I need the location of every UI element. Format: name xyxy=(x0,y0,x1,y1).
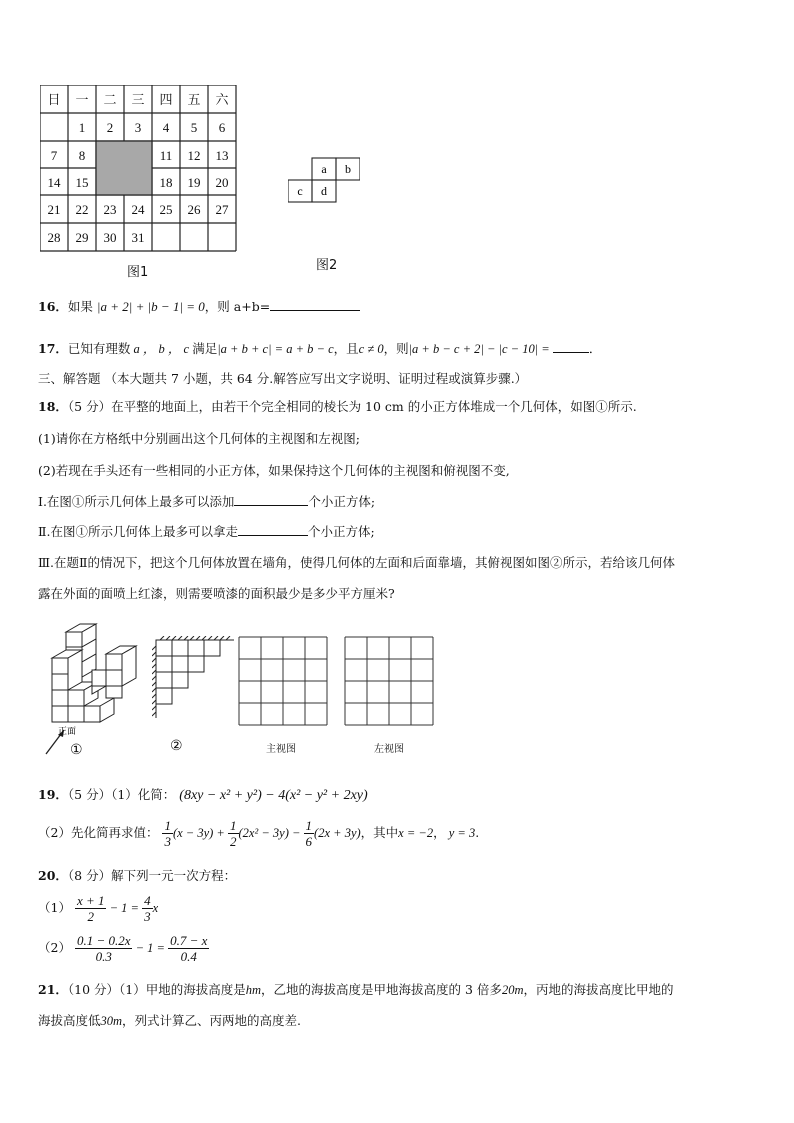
calendar-day-5: 5 xyxy=(190,120,198,135)
q21-line1-c: ，丙地的海拔高度比甲地的 xyxy=(523,982,674,997)
q21-20m: 20m xyxy=(501,983,524,997)
calendar-day-29: 29 xyxy=(75,230,89,245)
left-view-grid[interactable] xyxy=(344,636,434,755)
q19-y-value: y = 3 xyxy=(445,826,476,840)
calendar-day-15: 15 xyxy=(75,175,89,190)
calendar-day-18: 18 xyxy=(159,175,173,190)
figure2-caption: 图2 xyxy=(316,258,338,273)
q16-text: 如果 xyxy=(67,299,93,314)
q18-line1: （5 分）在平整的地面上，由若干个完全相同的棱长为 10 cm 的小正方体堆成一个几何体，如图①所示. xyxy=(67,399,637,414)
q18-line5-suffix: 个小正方体; xyxy=(307,524,375,539)
calendar-header-0: 日 xyxy=(47,92,61,107)
q21-line2-b: ，列式计算乙、丙两地的高度差. xyxy=(122,1013,302,1028)
calendar-day-8: 8 xyxy=(78,148,86,163)
fig2-label: ② xyxy=(170,738,183,754)
q18-add-blank[interactable] xyxy=(234,493,308,506)
q20-eq1-x: x xyxy=(152,901,159,915)
q17-text-b: 满足 xyxy=(192,341,218,356)
calendar-day-28: 28 xyxy=(47,230,61,245)
q17-number: 17． xyxy=(38,341,68,356)
calendar-day-31: 31 xyxy=(131,230,145,245)
q17-text-d: ，则 xyxy=(383,341,409,356)
question-21 xyxy=(38,980,673,998)
q16-number: 16． xyxy=(38,299,68,314)
fig1-label: ① xyxy=(70,742,83,758)
calendar-header-4: 四 xyxy=(159,92,173,107)
q19-term-c: (2x + 3y) xyxy=(314,826,361,840)
calendar-figure xyxy=(40,85,238,280)
calendar-day-3: 3 xyxy=(134,120,142,135)
q20-eq1-mid: − 1 = xyxy=(106,901,143,915)
calendar-day-25: 25 xyxy=(159,202,173,217)
q16-text-b: ，则 a+b= xyxy=(204,299,271,314)
q17-answer-blank[interactable] xyxy=(553,340,589,353)
net-cell-a: a xyxy=(321,162,327,176)
calendar-day-12: 12 xyxy=(187,148,201,163)
q19-period: . xyxy=(475,825,480,840)
calendar-header-3: 三 xyxy=(131,92,145,107)
q21-line1-b: ，乙地的海拔高度是甲地海拔高度的 3 倍多 xyxy=(261,982,502,997)
net-cell-b: b xyxy=(345,162,351,176)
frac-one-half: $\frac{1}{2}$ xyxy=(230,818,237,849)
frac-0.7-x-over-0.4: $\frac{0.7 - x}{0.4}$ xyxy=(170,933,208,964)
q18-line5-text: Ⅱ.在图①所示几何体上最多可以拿走 xyxy=(38,524,238,539)
calendar-header-1: 一 xyxy=(75,92,89,107)
frac-x-plus-1-over-2: $\frac{x + 1}{2}$ xyxy=(76,893,105,924)
calendar-day-24: 24 xyxy=(131,202,145,217)
calendar-day-14: 14 xyxy=(47,175,61,190)
q19-x-value: x = −2 xyxy=(398,826,434,840)
question-20 xyxy=(38,866,236,884)
frac-0.1-0.2x-over-0.3: $\frac{0.1 - 0.2x}{0.3}$ xyxy=(76,933,131,964)
q18-line7: 露在外面的面喷上红漆，则需要喷漆的面积最少是多少平方厘米? xyxy=(38,586,395,601)
q16-answer-blank[interactable] xyxy=(270,298,360,311)
calendar-day-11: 11 xyxy=(159,148,173,163)
q21-30m: 30m xyxy=(100,1014,123,1028)
calendar-day-6: 6 xyxy=(218,120,226,135)
q18-number: 18． xyxy=(38,399,68,414)
calendar-grid xyxy=(40,85,238,253)
calendar-day-19: 19 xyxy=(187,175,201,190)
q17-text-e: ． xyxy=(588,341,602,356)
q18-line6: Ⅲ.在题Ⅱ的情况下，把这个几何体放置在墙角，使得几何体的左面和后面靠墙，其俯视图如图②所示，若给该几何体 xyxy=(38,555,676,570)
corner-top-view-figure xyxy=(152,636,236,754)
calendar-header-6: 六 xyxy=(215,92,229,107)
q19-part2: （2）先化简再求值： xyxy=(38,825,159,840)
q21-number: 21． xyxy=(38,982,68,997)
q21-line2-a: 海拔高度低 xyxy=(38,1013,101,1028)
q20-eq2 xyxy=(38,933,209,964)
q18-line2: (1)请你在方格纸中分别画出这个几何体的主视图和左视图; xyxy=(38,431,360,446)
q18-line3: (2)若现在手头还有一些相同的小正方体，如果保持这个几何体的主视图和俯视图不变, xyxy=(38,463,510,478)
q20-line1: （8 分）解下列一元一次方程： xyxy=(67,868,237,883)
net-figure xyxy=(288,156,360,273)
q19-number: 19． xyxy=(38,787,68,802)
calendar-day-2: 2 xyxy=(106,120,114,135)
q19-expression-1: (8xy − x² + y²) − 4(x² − y² + 2xy) xyxy=(179,788,368,803)
q17-expression: |a + b − c + 2| − |c − 10| = xyxy=(408,342,553,356)
calendar-day-30: 30 xyxy=(103,230,117,245)
q18-line5 xyxy=(38,522,375,540)
frac-4-over-3: $\frac{4}{3}$ xyxy=(144,893,151,924)
q17-vars: a ， b ， c xyxy=(130,342,193,356)
calendar-day-23: 23 xyxy=(103,202,117,217)
q20-eq1 xyxy=(38,893,158,924)
q16-formula: |a + 2| + |b − 1| = 0 xyxy=(96,299,205,314)
q19-term-a: (x − 3y) + xyxy=(172,826,228,840)
q19-term-b: (2x² − 3y) − xyxy=(238,826,304,840)
calendar-day-21: 21 xyxy=(47,202,61,217)
figure1-caption: 图1 xyxy=(127,265,149,280)
q18-remove-blank[interactable] xyxy=(238,523,308,536)
q17-condition: |a + b + c| = a + b − c xyxy=(217,342,334,356)
q18-line4 xyxy=(38,492,375,510)
question-19 xyxy=(38,785,368,804)
calendar-day-22: 22 xyxy=(75,202,89,217)
calendar-day-27: 27 xyxy=(215,202,229,217)
q18-line4-text: Ⅰ.在图①所示几何体上最多可以添加 xyxy=(38,494,235,509)
front-label: 正面 xyxy=(58,726,77,736)
q21-line1-a: （10 分）（1）甲地的海拔高度是 xyxy=(67,982,246,997)
q20-eq2-mid: − 1 = xyxy=(132,941,169,955)
q19-part1: （5 分）（1）化简： xyxy=(67,787,176,802)
section-3-heading: 三、解答题 （本大题共 7 小题，共 64 分.解答应写出文字说明、证明过程或演算步骤.） xyxy=(38,371,528,386)
q17-nonzero: c ≠ 0 xyxy=(358,342,384,356)
question-17 xyxy=(38,339,601,357)
question-18 xyxy=(38,397,637,415)
frac-one-third: $\frac{1}{3}$ xyxy=(164,818,171,849)
q21-line2 xyxy=(38,1011,301,1029)
q20-number: 20． xyxy=(38,868,68,883)
calendar-day-1: 1 xyxy=(78,120,86,135)
q18-line4-suffix: 个小正方体; xyxy=(308,494,376,509)
left-view-label: 左视图 xyxy=(374,744,404,755)
calendar-header-2: 二 xyxy=(103,92,117,107)
q19-line2 xyxy=(38,818,479,849)
calendar-shaded-block xyxy=(96,141,152,195)
main-view-grid[interactable] xyxy=(238,636,328,755)
q20-part1-label: （1） xyxy=(38,900,71,915)
q20-part2-label: （2） xyxy=(38,940,71,955)
question-16 xyxy=(38,297,360,315)
q21-hm: hm xyxy=(245,983,262,997)
q17-text-c: ，且 xyxy=(333,341,359,356)
calendar-day-7: 7 xyxy=(50,148,58,163)
calendar-day-4: 4 xyxy=(162,120,170,135)
q19-where: ，其中 xyxy=(360,825,399,840)
calendar-day-20: 20 xyxy=(215,175,229,190)
calendar-day-13: 13 xyxy=(215,148,229,163)
net-cell-c: c xyxy=(297,184,303,198)
cube-stack-figure xyxy=(44,622,144,764)
calendar-day-26: 26 xyxy=(187,202,201,217)
calendar-header-5: 五 xyxy=(187,92,201,107)
main-view-label: 主视图 xyxy=(266,744,296,755)
q19-comma: ， xyxy=(433,825,446,840)
net-cell-d: d xyxy=(321,184,327,198)
frac-one-sixth: $\frac{1}{6}$ xyxy=(305,818,313,849)
q17-text-a: 已知有理数 xyxy=(67,341,131,356)
